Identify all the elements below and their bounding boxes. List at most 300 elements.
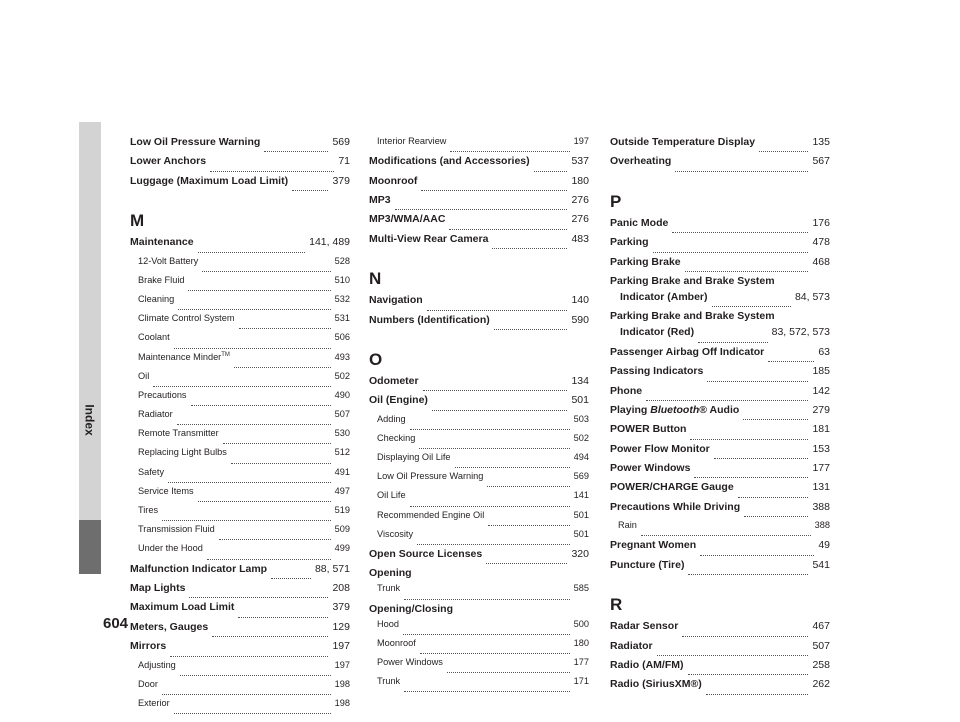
index-page-ref: 153: [812, 442, 830, 455]
index-page-ref: 541: [812, 558, 830, 571]
index-term-text: Phone: [610, 384, 643, 397]
index-page-ref: 129: [332, 620, 350, 633]
index-term-text: Navigation: [369, 294, 423, 307]
index-entry: [369, 567, 589, 583]
index-term: [138, 486, 194, 496]
index-term: [377, 433, 415, 443]
index-term-text: Parking: [610, 236, 649, 249]
index-term-text: Safety: [138, 466, 165, 477]
index-term: [369, 294, 423, 306]
index-subentry: [369, 619, 589, 638]
dot-leader: [404, 599, 570, 600]
index-term: [377, 414, 406, 424]
index-entry: [130, 601, 350, 620]
index-term: [138, 467, 164, 477]
index-page-ref: 141, 489: [309, 236, 350, 249]
index-term-text: Outside Temperature Display: [610, 136, 756, 148]
dot-leader: [403, 634, 570, 635]
index-page-ref: 509: [334, 524, 350, 535]
index-term: [369, 603, 453, 615]
index-term-text: Parking Brake: [610, 255, 681, 268]
dot-leader: [641, 535, 811, 536]
dot-leader: [410, 506, 570, 507]
index-page-ref: 84, 573: [794, 290, 830, 303]
index-term: [130, 640, 166, 652]
index-entry: [610, 640, 830, 659]
index-entry: [130, 155, 350, 174]
index-term-text: Indicator (Red): [620, 326, 695, 339]
dot-leader: [712, 306, 791, 307]
index-page-ref: 379: [332, 174, 350, 187]
index-page-ref: 388: [814, 520, 830, 531]
index-entry: [130, 236, 350, 255]
index-letter-heading: R: [610, 595, 623, 615]
index-page-ref: 478: [812, 236, 830, 249]
index-subentry: [369, 452, 589, 471]
index-term-text: Adjusting: [138, 659, 176, 670]
index-subentry: [130, 256, 350, 275]
index-term-text: Remote Transmitter: [138, 428, 219, 439]
dot-leader: [421, 190, 567, 191]
index-term: [369, 213, 445, 225]
index-term: [138, 371, 149, 381]
index-page-ref: 490: [334, 389, 350, 400]
index-term: [130, 621, 208, 633]
index-subentry: [130, 294, 350, 313]
dot-leader: [690, 439, 808, 440]
index-page-ref: 512: [334, 447, 350, 458]
index-page-ref: 532: [334, 293, 350, 304]
index-term-text: Radio (AM/FM): [610, 659, 684, 671]
index-page-ref: 171: [573, 676, 589, 687]
index-page-ref: 135: [812, 136, 830, 148]
dot-leader: [682, 636, 808, 637]
dot-leader: [744, 516, 808, 517]
index-term-text: POWER Button: [610, 423, 687, 436]
index-page-ref: 531: [334, 313, 350, 324]
index-page-ref: 197: [573, 136, 589, 146]
index-page-ref: 49: [818, 539, 830, 552]
dot-leader: [427, 310, 568, 311]
index-page-ref: 379: [332, 601, 350, 614]
index-page-ref: 569: [332, 136, 350, 148]
index-term: [130, 601, 234, 613]
index-page-ref: 506: [334, 332, 350, 343]
index-entry: [610, 310, 830, 326]
index-page-ref: 499: [334, 543, 350, 554]
index-term-text: Map Lights: [130, 581, 186, 594]
index-term: [377, 676, 400, 686]
dot-leader: [449, 229, 567, 230]
index-term: [610, 385, 642, 397]
index-subentry: [369, 676, 589, 695]
index-term-text: Passing Indicators: [610, 365, 704, 378]
index-term-text: Modifications (and Accessories): [369, 155, 530, 168]
dot-leader: [162, 520, 331, 521]
index-subentry: [130, 447, 350, 466]
dot-leader: [486, 563, 567, 564]
index-entry: [610, 155, 830, 174]
dot-leader: [455, 467, 570, 468]
index-subentry: [130, 332, 350, 351]
index-term-text: Oil Life: [377, 490, 406, 501]
index-term-text: Climate Control System: [138, 313, 235, 324]
index-subentry: [369, 414, 589, 433]
index-entry: [369, 294, 589, 313]
index-term: [610, 346, 764, 358]
dot-leader: [423, 390, 568, 391]
dot-leader: [487, 486, 569, 487]
dot-leader: [174, 713, 331, 714]
dot-leader: [188, 290, 330, 291]
index-term: [377, 619, 399, 629]
index-subentry: [130, 467, 350, 486]
index-entry: [610, 236, 830, 255]
index-term-text: POWER/CHARGE Gauge: [610, 481, 734, 494]
index-term: [130, 563, 267, 575]
index-term: [138, 679, 158, 689]
dot-leader: [198, 501, 331, 502]
index-term: [138, 275, 184, 285]
index-term: [138, 332, 170, 342]
index-term: [369, 394, 428, 406]
index-entry: [130, 175, 350, 194]
index-page-ref: 494: [573, 452, 589, 463]
index-letter-heading: P: [610, 191, 622, 211]
dot-leader: [450, 151, 569, 152]
index-entry: [610, 443, 830, 462]
index-term-text: Radiator: [138, 409, 173, 420]
dot-leader: [219, 539, 331, 540]
index-page-ref: 467: [812, 620, 830, 633]
index-term-text: Open Source Licenses: [369, 548, 483, 561]
index-page-ref: 198: [334, 697, 350, 708]
index-subentry: [130, 313, 350, 332]
dot-leader: [738, 497, 809, 498]
index-entry: [610, 423, 830, 442]
index-term-text: Indicator (Amber): [620, 290, 708, 303]
index-page-ref: 528: [334, 255, 350, 266]
index-page-ref: 71: [338, 155, 350, 168]
index-entry: [610, 346, 830, 365]
index-subentry: [130, 505, 350, 524]
index-page-ref: 507: [812, 639, 830, 652]
index-term: [610, 365, 703, 377]
index-term: [610, 462, 690, 474]
dot-leader: [675, 171, 808, 172]
index-term-text: Puncture (Tire): [610, 558, 685, 571]
dot-leader: [210, 171, 334, 172]
index-term-text: Low Oil Pressure Warning: [130, 136, 261, 148]
index-term-text: Power Windows: [377, 656, 443, 667]
index-term-text: Power Windows: [610, 462, 691, 475]
index-page-ref: 501: [573, 509, 589, 520]
index-entry: [369, 314, 589, 333]
index-page-ref: 180: [573, 637, 589, 648]
trademark-mark: TM: [221, 351, 230, 358]
index-letter-heading: N: [369, 269, 382, 289]
index-page-ref: 181: [812, 423, 830, 436]
dot-leader: [432, 410, 568, 411]
index-term: [138, 352, 230, 362]
index-term-text: Adding: [377, 413, 406, 424]
dot-leader: [223, 443, 331, 444]
dot-leader: [743, 419, 808, 420]
dot-leader: [395, 209, 568, 210]
index-term: [138, 428, 219, 438]
index-term: [610, 404, 739, 416]
index-entry: [610, 385, 830, 404]
index-entry: [610, 136, 830, 155]
index-term-text: Opening: [369, 567, 412, 580]
dot-leader: [153, 386, 330, 387]
index-entry: [610, 481, 830, 500]
dot-leader: [212, 636, 328, 637]
index-term: [138, 390, 187, 400]
index-term: [610, 659, 684, 671]
index-term: [610, 136, 755, 148]
index-term: [130, 136, 260, 148]
index-page-ref: 320: [571, 548, 589, 561]
index-entry: [369, 548, 589, 567]
dot-leader: [447, 672, 570, 673]
index-term: [130, 236, 194, 248]
index-subentry: [130, 543, 350, 562]
index-term-text: Tires: [138, 505, 159, 515]
index-subentry: [369, 490, 589, 509]
index-term: [369, 314, 490, 326]
index-term-text: Recommended Engine Oil: [377, 509, 485, 520]
index-term-text: Exterior: [138, 697, 170, 708]
dot-leader: [170, 656, 328, 657]
index-term: [369, 155, 530, 167]
index-term-text: Cleaning: [138, 293, 175, 304]
index-entry: [369, 394, 589, 413]
index-term: [138, 409, 173, 419]
index-entry: [369, 175, 589, 194]
index-page-ref: 276: [571, 193, 589, 206]
index-term-text: Rain: [618, 520, 637, 531]
index-page-ref: 483: [571, 232, 589, 245]
index-page-ref: 208: [332, 581, 350, 594]
index-term-text: Passenger Airbag Off Indicator: [610, 345, 765, 358]
index-entry: [610, 365, 830, 384]
index-page-ref: 503: [573, 413, 589, 424]
index-term: [620, 326, 694, 338]
index-term-text: Moonroof: [369, 174, 418, 187]
index-page-ref: 585: [573, 583, 589, 594]
dot-leader: [700, 555, 814, 556]
index-entry: [130, 136, 350, 155]
index-page-ref: 262: [812, 678, 830, 691]
index-term-text: Radio (SiriusXM®): [610, 678, 702, 691]
index-term: [610, 443, 710, 455]
dot-leader: [168, 482, 331, 483]
index-entry: [610, 256, 830, 275]
index-term: [138, 543, 203, 553]
index-entry: [369, 233, 589, 252]
dot-leader: [419, 448, 569, 449]
dot-leader: [768, 361, 814, 362]
index-term-text: Hood: [377, 618, 399, 629]
dot-leader: [688, 574, 808, 575]
dot-leader: [292, 190, 328, 191]
index-page-ref: 388: [812, 500, 830, 513]
index-subentry: [130, 698, 350, 717]
index-entry: [130, 582, 350, 601]
dot-leader: [404, 691, 570, 692]
index-page-ref: 88, 571: [314, 562, 350, 575]
index-term: [610, 275, 775, 287]
index-term-text: Low Oil Pressure Warning: [377, 471, 484, 482]
index-term: [138, 660, 176, 670]
index-term-text: Maintenance: [130, 236, 194, 249]
dot-leader: [417, 544, 570, 545]
index-column-3: [610, 136, 830, 698]
index-page-ref: 142: [812, 384, 830, 397]
dot-leader: [688, 674, 809, 675]
index-term: [377, 136, 446, 146]
index-term-text: Parking Brake and Brake System: [610, 274, 775, 287]
dot-leader: [672, 232, 808, 233]
dot-leader: [494, 329, 568, 330]
index-entry: [369, 155, 589, 174]
index-term-italic: Bluetooth: [650, 403, 700, 416]
index-entry: [610, 501, 830, 520]
dot-leader: [694, 477, 808, 478]
index-term-text: Multi-View Rear Camera: [369, 232, 489, 245]
index-term: [130, 155, 206, 167]
index-entry: [610, 678, 830, 697]
dot-leader: [239, 328, 331, 329]
index-term: [610, 236, 649, 248]
index-term-text: Opening/Closing: [369, 602, 453, 615]
index-entry: [610, 559, 830, 578]
index-subentry: [369, 471, 589, 490]
index-term-text: Mirrors: [130, 640, 167, 653]
dot-leader: [189, 597, 328, 598]
index-page-ref: 502: [573, 432, 589, 443]
index-term: [130, 582, 185, 594]
index-page-ref: 134: [571, 374, 589, 387]
index-term: [610, 310, 775, 322]
dot-leader: [534, 171, 568, 172]
index-page-ref: 567: [812, 155, 830, 168]
dot-leader: [178, 309, 330, 310]
index-term: [377, 471, 483, 481]
dot-leader: [410, 429, 570, 430]
index-entry: [130, 621, 350, 640]
index-entry: [369, 194, 589, 213]
index-term: [369, 375, 419, 387]
index-tab-label-wrapper: [79, 390, 101, 450]
index-term: [377, 529, 413, 539]
index-subentry: [130, 275, 350, 294]
index-term: [610, 256, 681, 268]
index-term-text: Coolant: [138, 332, 170, 343]
index-page-ref: 185: [812, 365, 830, 378]
index-term-text: Power Flow Monitor: [610, 442, 710, 455]
index-term-text: Maximum Load Limit: [130, 601, 235, 614]
dot-leader: [420, 653, 570, 654]
index-subentry: [369, 433, 589, 452]
index-entry: [610, 291, 830, 310]
index-term-text: Interior Rearview: [377, 136, 447, 146]
index-page-ref: 63: [818, 345, 830, 358]
index-entry: [369, 213, 589, 232]
index-term-text: Oil: [138, 370, 150, 381]
index-term-text: Under the Hood: [138, 543, 203, 554]
index-term: [138, 294, 174, 304]
index-term-text: Panic Mode: [610, 216, 669, 229]
index-page-ref: 83, 572, 573: [771, 326, 830, 339]
index-term: [377, 638, 416, 648]
index-entry: [610, 659, 830, 678]
index-tab-marker: [79, 520, 101, 574]
index-term-text: Meters, Gauges: [130, 620, 209, 633]
index-term-text: Radar Sensor: [610, 620, 679, 633]
index-page-ref: 177: [812, 462, 830, 475]
index-term-text: Radiator: [610, 639, 653, 652]
index-page-ref: 501: [571, 394, 589, 407]
index-term-text: Service Items: [138, 485, 194, 496]
index-term-text: Trunk: [377, 676, 401, 687]
index-term-text: Numbers (Identification): [369, 313, 490, 326]
dot-leader: [198, 252, 306, 253]
index-subentry: [369, 657, 589, 676]
index-page-ref: 279: [812, 403, 830, 416]
index-term: [377, 490, 406, 500]
index-term: [610, 481, 734, 493]
index-page-ref: 258: [812, 659, 830, 671]
index-page-ref: 519: [334, 505, 350, 515]
index-term: [369, 194, 391, 206]
dot-leader: [202, 271, 330, 272]
index-term-text: MP3/WMA/AAC: [369, 213, 446, 226]
index-term: [138, 524, 215, 534]
index-term-text: Precautions: [138, 389, 187, 400]
index-term: [610, 620, 678, 632]
index-term-text: Odometer: [369, 374, 419, 387]
dot-leader: [657, 655, 809, 656]
index-term-text: Oil (Engine): [369, 394, 428, 407]
index-subentry: [130, 660, 350, 679]
index-page-ref: 197: [332, 640, 350, 653]
index-page-ref: 590: [571, 313, 589, 326]
dot-leader: [759, 151, 808, 152]
index-letter-heading: O: [369, 349, 383, 369]
index-term: [620, 291, 708, 303]
index-term: [377, 510, 484, 520]
index-page-ref: 131: [812, 481, 830, 494]
index-entry: [610, 462, 830, 481]
index-column-2: [369, 136, 589, 695]
dot-leader: [207, 559, 331, 560]
dot-leader: [174, 348, 331, 349]
dot-leader: [264, 151, 328, 152]
index-subentry: [130, 428, 350, 447]
dot-leader: [653, 252, 809, 253]
dot-leader: [271, 578, 311, 579]
index-page-ref: 197: [334, 659, 350, 670]
dot-leader: [685, 271, 809, 272]
index-term: [138, 313, 235, 323]
index-page-ref: 537: [571, 155, 589, 168]
index-term: [138, 698, 170, 708]
index-subentry: [130, 486, 350, 505]
index-page-ref: 177: [573, 656, 589, 667]
index-term-text: Overheating: [610, 155, 672, 168]
